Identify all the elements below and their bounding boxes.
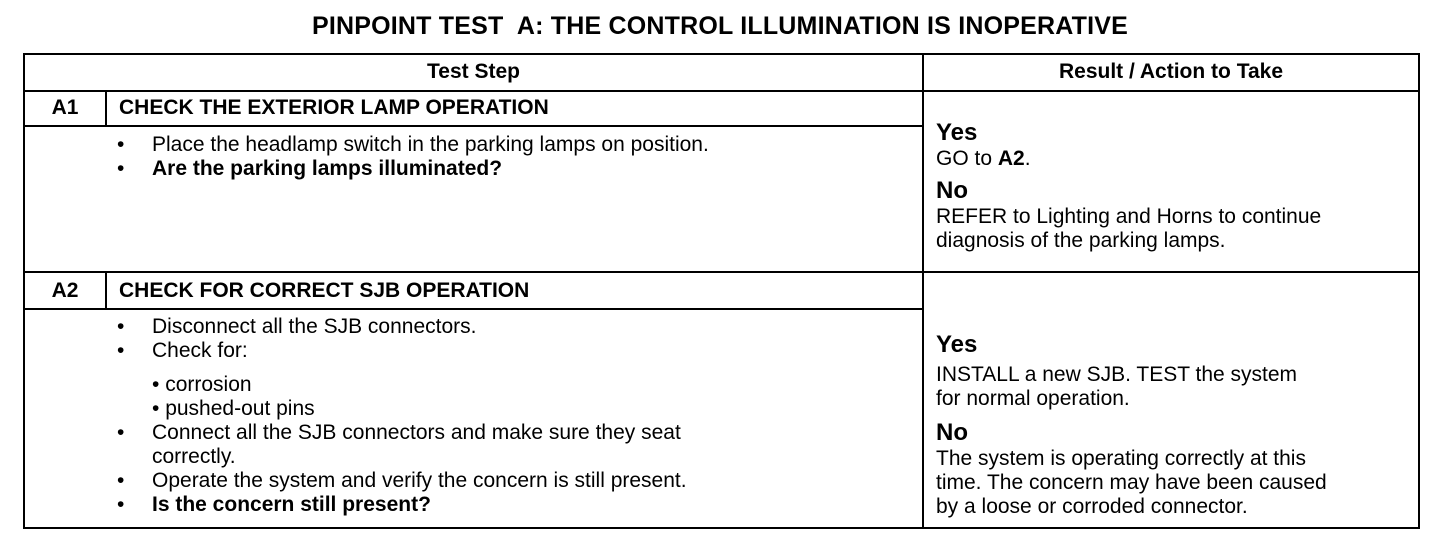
- result-a2: [936, 331, 1327, 519]
- list-item: [117, 339, 687, 363]
- bullet-text: Check for:: [152, 339, 248, 362]
- step-a1-bullets: [117, 133, 709, 181]
- page-title: PINPOINT TEST A: THE CONTROL ILLUMINATION IS INOPERATIVE: [311, 12, 1129, 40]
- no-label: No: [936, 177, 968, 204]
- yes-label: Yes: [936, 119, 978, 146]
- step-divider: [25, 271, 1418, 273]
- sub-bullet-icon: •: [152, 397, 160, 420]
- bullet-icon: •: [117, 421, 125, 444]
- list-item: [117, 421, 687, 445]
- yes-action-suffix: .: [1024, 147, 1031, 170]
- step-title-a2: CHECK FOR CORRECT SJB OPERATION: [119, 279, 530, 302]
- sub-item-text: corrosion: [165, 373, 252, 396]
- bullet-icon: •: [117, 157, 125, 180]
- step-id-a1: A1: [51, 96, 79, 119]
- yes-action: [936, 147, 1321, 171]
- step-a2-bullets: [117, 315, 687, 517]
- sub-list: [152, 373, 687, 421]
- bullet-text: Operate the system and verify the concern is still present.: [152, 469, 687, 492]
- list-item: [117, 315, 687, 339]
- bullet-icon: •: [117, 469, 125, 492]
- bullet-icon: •: [117, 315, 125, 338]
- yes-action-line: INSTALL a new SJB. TEST the system: [936, 363, 1298, 386]
- bullet-text: Place the headlamp switch in the parking lamps on position.: [152, 133, 709, 156]
- header-result-action: Result / Action to Take: [1058, 60, 1284, 83]
- list-item: [117, 469, 687, 493]
- bullet-icon: •: [117, 133, 125, 156]
- no-action-line: by a loose or corroded connector.: [936, 495, 1248, 518]
- list-item-continuation: [117, 445, 687, 469]
- header-test-step: Test Step: [427, 60, 520, 83]
- a1-id-divider: [105, 92, 107, 127]
- yes-action-prefix: GO to: [936, 147, 998, 170]
- no-action-line: diagnosis of the parking lamps.: [936, 229, 1226, 252]
- bullet-text: Connect all the SJB connectors and make sure they seat: [152, 421, 681, 444]
- sub-list-container: [117, 373, 687, 421]
- column-divider: [922, 55, 924, 527]
- sub-item-text: pushed-out pins: [165, 397, 315, 420]
- bullet-text: Is the concern still present?: [152, 493, 431, 516]
- sub-list-item: [152, 373, 687, 397]
- step-title-a1: CHECK THE EXTERIOR LAMP OPERATION: [119, 96, 549, 119]
- list-item: [117, 493, 687, 517]
- result-a1: [936, 119, 1321, 253]
- yes-action-line: for normal operation.: [936, 387, 1130, 410]
- bullet-text: correctly.: [152, 445, 236, 468]
- a2-title-divider: [25, 308, 922, 310]
- list-item: [117, 157, 709, 181]
- bullet-text: Disconnect all the SJB connectors.: [152, 315, 477, 338]
- bullet-icon: •: [117, 339, 125, 362]
- a2-id-divider: [105, 273, 107, 310]
- no-action-line: The system is operating correctly at this: [936, 447, 1306, 470]
- pinpoint-test-table: [23, 53, 1420, 529]
- no-action-line: time. The concern may have been caused: [936, 471, 1327, 494]
- bullet-text: Are the parking lamps illuminated?: [152, 157, 503, 180]
- step-id-a2: A2: [51, 279, 79, 302]
- yes-action-ref: A2: [997, 147, 1025, 170]
- bullet-icon: •: [117, 493, 125, 516]
- a1-title-divider: [25, 125, 922, 127]
- no-label: No: [936, 419, 968, 446]
- header-divider: [25, 90, 1418, 92]
- no-action-line: REFER to Lighting and Horns to continue: [936, 205, 1322, 228]
- list-item: [117, 133, 709, 157]
- sub-bullet-icon: •: [152, 373, 160, 396]
- sub-list-item: [152, 397, 687, 421]
- yes-label: Yes: [936, 331, 978, 358]
